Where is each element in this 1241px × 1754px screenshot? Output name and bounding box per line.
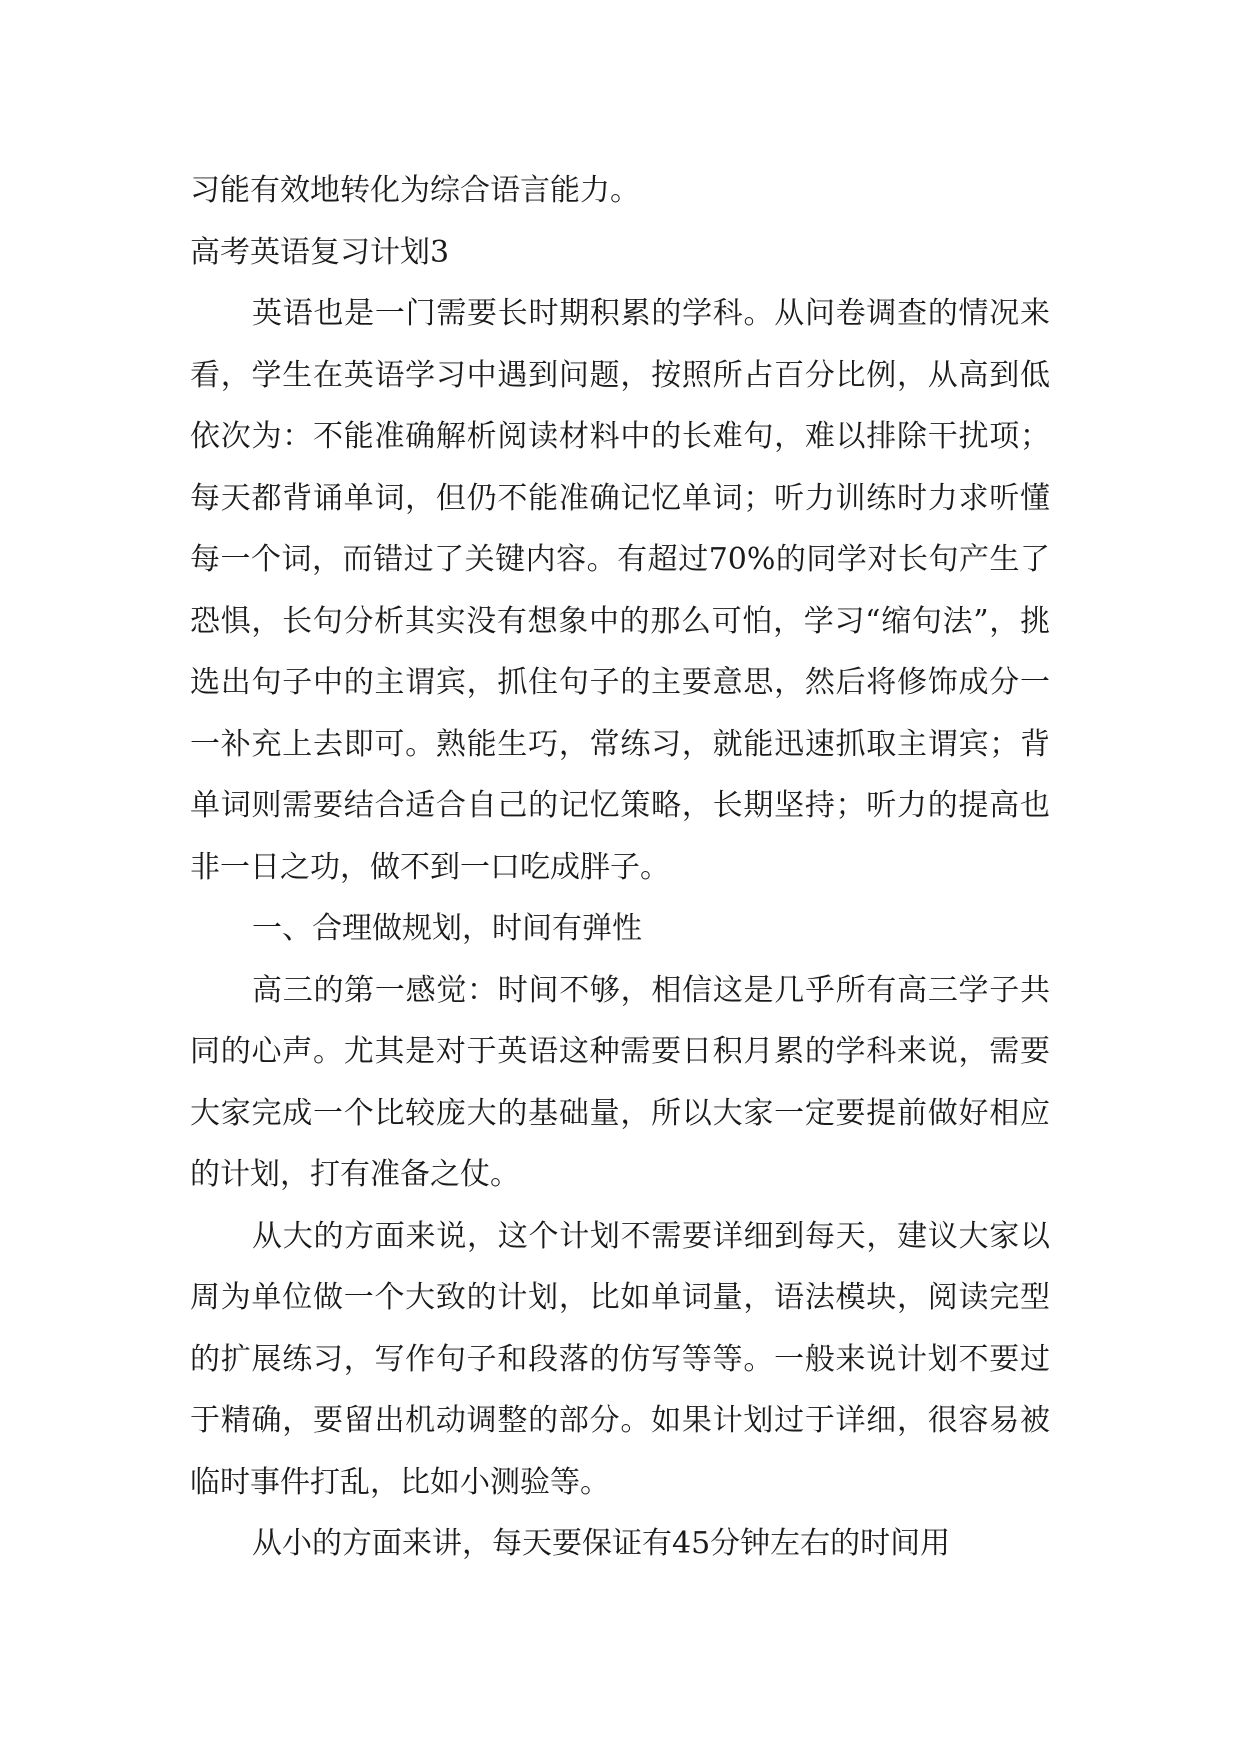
section-heading: 高考英语复习计划3 [190, 234, 450, 270]
paragraph: 高三的第一感觉：时间不够，相信这是几乎所有高三学子共同的心声。尤其是对于英语这种需要日积月累的学科来说，需要大家完成一个比较庞大的基础量，所以大家一定要提前做好相应的计划，打有准备之仗。 [190, 972, 1050, 1192]
paragraph-continuation: 习能有效地转化为综合语言能力。 [190, 173, 640, 208]
paragraph: 英语也是一门需要长时期积累的学科。从问卷调查的情况来看，学生在英语学习中遇到问题，按照所占百分比例，从高到低依次为：不能准确解析阅读材料中的长难句，难以排除干扰项；每天都背诵单词，但仍不能准确记忆单词；听力训练时力求听懂每一个词，而错过了关键内容。有超过70%的同学对长句产生了恐惧，长句分析其实没有想象中的那么可怕，学习“缩句法”，挑选出句子中的主谓宾，抓住句子的主要意思，然后将修饰成分一一补充上去即可。熟能生巧，常练习，就能迅速抓取主谓宾；背单词则需要结合适合自己的记忆策略，长期坚持；听力的提高也非一日之功，做不到一口吃成胖子。 [190, 296, 1050, 885]
paragraph: 从大的方面来说，这个计划不需要详细到每天，建议大家以周为单位做一个大致的计划，比如单词量，语法模块，阅读完型的扩展练习，写作句子和段落的仿写等等。一般来说计划不要过于精确，要留出机动调整的部分。如果计划过于详细，很容易被临时事件打乱，比如小测验等。 [190, 1218, 1050, 1500]
paragraph: 从小的方面来讲，每天要保证有45分钟左右的时间用 [252, 1526, 951, 1561]
document-body [190, 160, 1050, 1575]
subheading: 一、合理做规划，时间有弹性 [252, 911, 642, 946]
